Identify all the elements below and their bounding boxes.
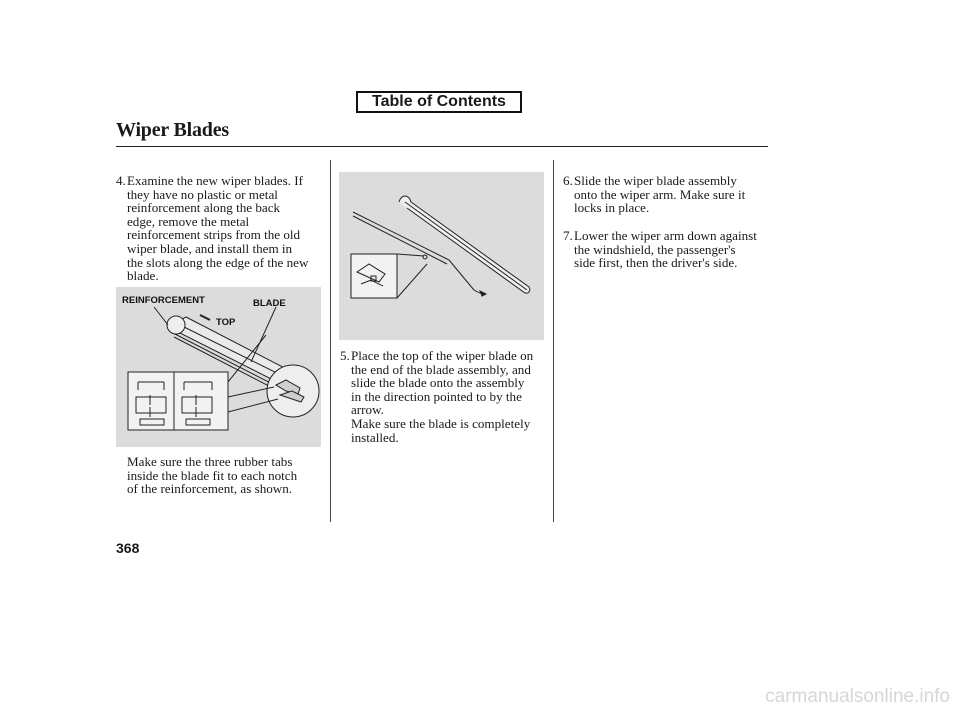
blade-assembly-diagram xyxy=(339,172,544,340)
page-number: 368 xyxy=(116,540,140,556)
note-rubber-tabs xyxy=(127,455,327,496)
table-of-contents-button[interactable] xyxy=(356,91,522,113)
step-5-number: 5. xyxy=(340,348,350,363)
column-divider-right xyxy=(553,160,554,522)
watermark: carmanualsonline.info xyxy=(765,686,950,707)
step-7-number: 7. xyxy=(563,228,573,243)
step-4-line: they have no plastic or metal xyxy=(127,186,278,202)
step-5-line: in the direction pointed to by the xyxy=(351,388,522,404)
note-line: Make sure the three rubber tabs xyxy=(127,454,293,469)
step-6-line: onto the wiper arm. Make sure it xyxy=(574,186,746,202)
blade-assembly-illustration xyxy=(339,172,544,340)
step-5-line: installed. xyxy=(351,429,399,445)
step-7-line: side first, then the driver's side. xyxy=(574,255,738,271)
step-4-line: the slots along the edge of the new xyxy=(127,254,309,270)
note-line: of the reinforcement, as shown. xyxy=(127,481,293,497)
step-4 xyxy=(116,174,328,283)
step-4-line: edge, remove the metal xyxy=(127,213,250,229)
step-5-line: arrow. xyxy=(351,402,384,418)
step-7-line: Lower the wiper arm down against xyxy=(574,228,757,243)
step-4-line: blade. xyxy=(127,268,159,284)
reinforcement-diagram xyxy=(116,287,321,447)
step-6-number: 6. xyxy=(563,173,573,188)
page-title: Wiper Blades xyxy=(116,119,229,141)
step-5-line: Make sure the blade is completely xyxy=(351,415,531,431)
step-6 xyxy=(563,174,773,215)
step-6-line: locks in place. xyxy=(574,200,650,216)
step-5-line: Place the top of the wiper blade on xyxy=(351,348,534,363)
column-divider-left xyxy=(330,160,331,522)
note-line: inside the blade fit to each notch xyxy=(127,467,298,483)
step-6-line: Slide the wiper blade assembly xyxy=(574,173,737,188)
label-reinforcement: REINFORCEMENT xyxy=(122,295,205,306)
step-4-line: reinforcement along the back xyxy=(127,200,281,216)
label-top: TOP xyxy=(216,317,236,328)
step-4-line: reinforcement strips from the old xyxy=(127,227,301,243)
reinforcement-illustration xyxy=(116,287,321,447)
label-blade: BLADE xyxy=(253,298,286,309)
step-5-line: the end of the blade assembly, and xyxy=(351,361,531,377)
step-4-line: wiper blade, and install them in xyxy=(127,240,293,256)
step-4-line: Examine the new wiper blades. If xyxy=(127,173,303,188)
step-4-number: 4. xyxy=(116,173,126,188)
toc-button-label: Table of Contents xyxy=(372,93,506,110)
step-5 xyxy=(340,349,550,444)
step-5-line: slide the blade onto the assembly xyxy=(351,375,525,391)
step-7-line: the windshield, the passenger's xyxy=(574,241,736,257)
step-7 xyxy=(563,229,773,270)
title-divider xyxy=(116,146,768,147)
